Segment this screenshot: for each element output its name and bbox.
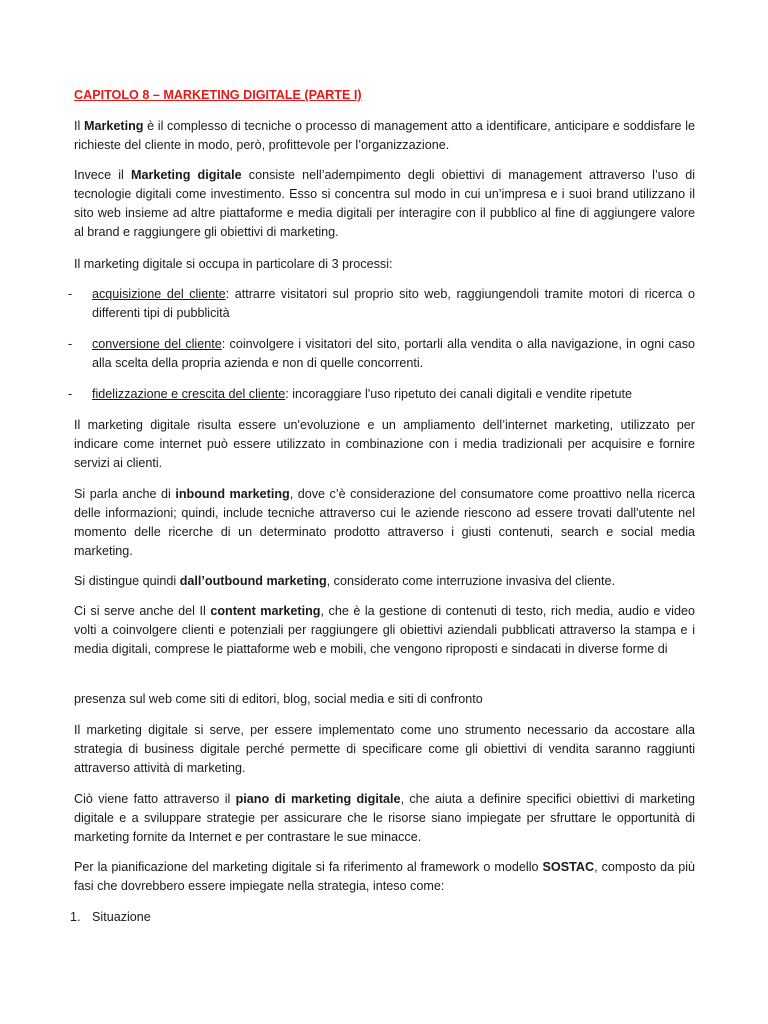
bold-term: Marketing digitale	[130, 168, 242, 182]
text-segment: Ci si serve anche del Il	[74, 604, 211, 618]
text-segment: , dove c’è considerazione del consumatore come proattivo nella ricerca delle informazioni; quindi, include tecniche attraverso cui le aziende riescono ad essere trovati dall'utente nel momento delle ricerche di un determinato prodotto attraverso i giusti contenuti, search e social media marketing.	[74, 487, 696, 558]
list-dash: -	[68, 337, 73, 351]
text-segment: è il complesso di tecniche o processo di management atto a identificare, anticipare e soddisfare le richieste del cliente in modo, però, profittevole per l’organizzazione.	[74, 119, 695, 152]
bold-term: content marketing	[210, 604, 321, 618]
bold-term: dall’outbound marketing	[179, 574, 327, 588]
list-item	[68, 385, 695, 404]
text-segment: Invece il	[74, 168, 131, 182]
chapter-title: CAPITOLO 8 – MARKETING DIGITALE (PARTE I)	[74, 88, 362, 102]
paragraph-content-marketing	[74, 602, 695, 659]
paragraph-marketing-definition	[74, 117, 695, 155]
text-segment: , composto da più fasi che dovrebbero essere impiegate nella strategia, inteso come:	[74, 860, 695, 893]
list-term: fidelizzazione e crescita del cliente	[92, 387, 286, 401]
list-item	[68, 335, 695, 373]
list-text: : attrarre visitatori sul proprio sito web, raggiungendoli tramite motori di ricerca o differenti tipi di pubblicità	[92, 287, 695, 320]
text-segment: consiste nell’adempimento degli obiettivi di management attraverso l’uso di tecnologie digitali come investimento. Esso si concentra sul modo in cui un’impresa e i suoi brand utilizzano il sito web insieme ad altre piattaforme e media digitali per interagire con il pubblico al fine di aggiungere valore al brand e raggiungere gli obiettivi di marketing.	[74, 168, 695, 239]
list-term: acquisizione del cliente	[92, 287, 226, 301]
bold-term: piano di marketing digitale	[235, 792, 401, 806]
list-item	[68, 285, 695, 323]
text-segment: Si distingue quindi	[74, 574, 180, 588]
text-segment: Il	[74, 119, 84, 133]
text-segment: Ciò viene fatto attraverso il	[74, 792, 236, 806]
paragraph-evolution: Il marketing digitale risulta essere un'evoluzione e un ampliamento dell’internet marketing, utilizzato per indicare come internet può essere utilizzato in combinazione con i media tradizionali per acquisire e fornire servizi ai clienti.	[74, 418, 695, 470]
paragraph-web-presence: presenza sul web come siti di editori, blog, social media e siti di confronto	[74, 692, 483, 706]
list-text: : coinvolgere i visitatori del sito, portarli alla vendita o alla navigazione, in ogni caso alla scelta della propria azienda e non di quelle concorrenti.	[92, 337, 695, 370]
bold-term: inbound marketing	[175, 487, 290, 501]
list-text: Situazione	[92, 910, 151, 924]
list-text: : incoraggiare l'uso ripetuto dei canali digitali e vendite ripetute	[285, 387, 633, 401]
text-segment: Si parla anche di	[74, 487, 176, 501]
list-dash: -	[68, 287, 73, 301]
list-term: conversione del cliente	[92, 337, 222, 351]
list-number: 1.	[70, 910, 81, 924]
paragraph-marketing-plan	[74, 790, 695, 847]
paragraph-sostac	[74, 858, 695, 896]
list-dash: -	[68, 387, 73, 401]
bold-term: SOSTAC	[542, 860, 595, 874]
paragraph-outbound-marketing	[74, 572, 695, 591]
paragraph-processes-intro: Il marketing digitale si occupa in particolare di 3 processi:	[74, 257, 393, 271]
paragraph-digital-marketing-definition	[74, 166, 695, 242]
bold-term: Marketing	[83, 119, 144, 133]
text-segment: , che aiuta a definire specifici obiettivi di marketing digitale e a sviluppare strategie per assicurare che le risorse siano impiegate per sfruttare le opportunità di marketing fornite da Internet e per contrastare le sue minacce.	[74, 792, 695, 844]
paragraph-inbound-marketing	[74, 485, 695, 561]
text-segment: , considerato come interruzione invasiva del cliente.	[326, 574, 616, 588]
paragraph-business-strategy: Il marketing digitale si serve, per essere implementato come uno strumento necessario da accostare alla strategia di business digitale perché permette di specificare come gli obiettivi di vendita saranno raggiunti attraverso attività di marketing.	[74, 723, 695, 775]
text-segment: , che è la gestione di contenuti di testo, rich media, audio e video volti a coinvolgere clienti e potenziali per raggiungere gli obiettivi aziendali pubblicati attraverso la stampa e i media digitali, comprese le piattaforme web e mobili, che vengono riproposti e sindacati in diverse forme di	[74, 604, 695, 656]
text-segment: Per la pianificazione del marketing digitale si fa riferimento al framework o modello	[74, 860, 543, 874]
